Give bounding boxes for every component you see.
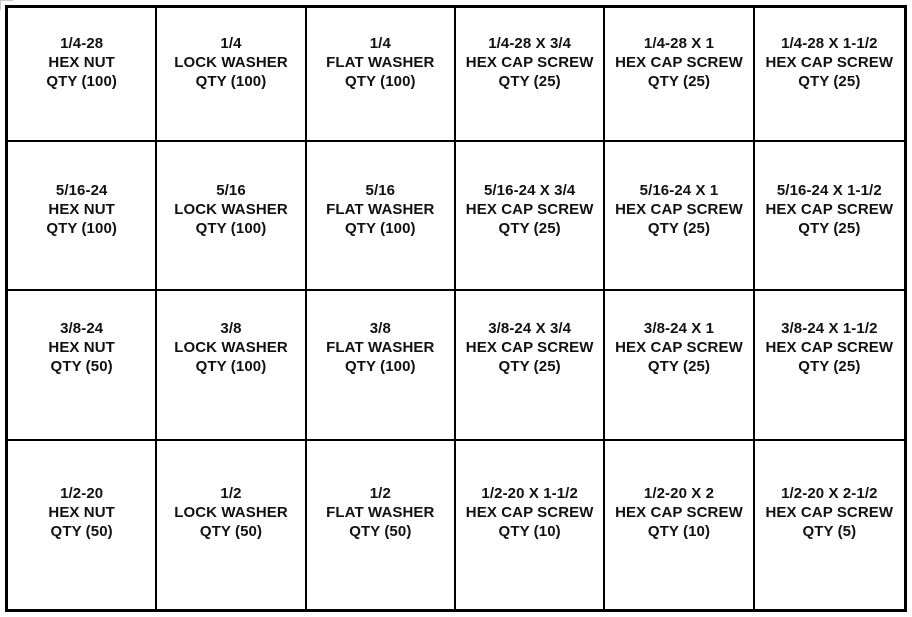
- cell-r1c1: [8, 8, 157, 140]
- item-qty: QTY (100): [344, 358, 416, 375]
- item-qty: QTY (100): [344, 220, 416, 237]
- item-name: LOCK WASHER: [174, 339, 288, 356]
- item-name: LOCK WASHER: [174, 504, 288, 521]
- item-qty: QTY (50): [199, 523, 263, 540]
- item-qty: QTY (100): [195, 73, 267, 90]
- item-qty: QTY (100): [195, 358, 267, 375]
- cell-r3c2: [157, 291, 306, 439]
- cell-r2c3: [307, 142, 456, 289]
- item-name: HEX CAP SCREW: [615, 339, 743, 356]
- table-row: [8, 441, 904, 609]
- item-size: 3/8-24 X 1: [643, 320, 715, 337]
- item-size: 1/2: [369, 485, 391, 502]
- item-qty: QTY (25): [647, 220, 711, 237]
- item-name: HEX CAP SCREW: [465, 504, 594, 521]
- item-name: HEX CAP SCREW: [465, 54, 594, 71]
- cell-r4c3: [307, 441, 456, 609]
- item-name: LOCK WASHER: [174, 54, 288, 71]
- cell-r1c4: [456, 8, 605, 140]
- item-size: 1/4-28 X 1: [643, 35, 715, 52]
- item-name: HEX NUT: [48, 504, 115, 521]
- item-size: 1/4-28 X 3/4: [488, 35, 572, 52]
- item-size: 3/8-24 X 1-1/2: [781, 320, 878, 337]
- item-qty: QTY (25): [798, 358, 861, 375]
- item-name: HEX CAP SCREW: [765, 339, 894, 356]
- item-name: FLAT WASHER: [326, 54, 435, 71]
- item-name: HEX CAP SCREW: [615, 504, 743, 521]
- item-name: HEX CAP SCREW: [765, 504, 894, 521]
- item-qty: QTY (25): [647, 358, 711, 375]
- item-name: FLAT WASHER: [326, 504, 435, 521]
- cell-r3c3: [307, 291, 456, 439]
- item-size: 3/8-24: [60, 320, 104, 337]
- item-qty: QTY (10): [498, 523, 561, 540]
- item-size: 3/8: [220, 320, 242, 337]
- item-size: 1/2-20 X 2-1/2: [781, 485, 878, 502]
- cell-r2c2: [157, 142, 306, 289]
- item-size: 5/16: [216, 182, 246, 199]
- item-size: 1/4: [220, 35, 242, 52]
- item-qty: QTY (25): [798, 220, 861, 237]
- item-qty: QTY (100): [46, 220, 117, 237]
- cell-r3c6: [755, 291, 904, 439]
- cell-r1c3: [307, 8, 456, 140]
- cell-r4c1: [8, 441, 157, 609]
- item-name: HEX CAP SCREW: [765, 201, 894, 218]
- item-name: HEX NUT: [48, 201, 115, 218]
- item-qty: QTY (50): [349, 523, 412, 540]
- cell-r4c6: [755, 441, 904, 609]
- item-size: 3/8-24 X 3/4: [488, 320, 572, 337]
- cell-r1c2: [157, 8, 306, 140]
- item-name: HEX CAP SCREW: [615, 201, 743, 218]
- item-size: 1/2-20 X 1-1/2: [481, 485, 578, 502]
- item-name: HEX CAP SCREW: [615, 54, 743, 71]
- table-row: [8, 142, 904, 291]
- cell-r2c4: [456, 142, 605, 289]
- item-name: HEX CAP SCREW: [765, 54, 894, 71]
- item-qty: QTY (25): [498, 220, 561, 237]
- cell-r4c5: [605, 441, 754, 609]
- item-size: 5/16-24 X 3/4: [483, 182, 576, 199]
- item-qty: QTY (25): [798, 73, 861, 90]
- item-qty: QTY (25): [498, 73, 561, 90]
- item-qty: QTY (50): [50, 523, 113, 540]
- item-qty: QTY (10): [647, 523, 711, 540]
- item-size: 1/2-20: [60, 485, 104, 502]
- item-size: 3/8: [369, 320, 391, 337]
- item-name: HEX CAP SCREW: [465, 339, 594, 356]
- cell-r4c4: [456, 441, 605, 609]
- cell-r2c1: [8, 142, 157, 289]
- table-row: [8, 291, 904, 441]
- cell-r2c5: [605, 142, 754, 289]
- item-qty: QTY (100): [195, 220, 267, 237]
- item-size: 1/4: [369, 35, 391, 52]
- item-qty: QTY (100): [46, 73, 117, 90]
- item-size: 1/4-28 X 1-1/2: [781, 35, 878, 52]
- table-row: [8, 8, 904, 142]
- item-size: 5/16: [365, 182, 396, 199]
- item-name: LOCK WASHER: [174, 201, 288, 218]
- item-name: HEX CAP SCREW: [465, 201, 594, 218]
- cell-r1c5: [605, 8, 754, 140]
- item-qty: QTY (5): [802, 523, 857, 540]
- cell-r2c6: [755, 142, 904, 289]
- item-size: 1/2: [220, 485, 242, 502]
- item-qty: QTY (25): [647, 73, 711, 90]
- item-size: 1/4-28: [60, 35, 104, 52]
- cell-r4c2: [157, 441, 306, 609]
- item-qty: QTY (50): [50, 358, 113, 375]
- item-size: 5/16-24: [55, 182, 108, 199]
- cell-r3c4: [456, 291, 605, 439]
- item-name: HEX NUT: [48, 339, 115, 356]
- item-size: 5/16-24 X 1-1/2: [776, 182, 882, 199]
- item-name: FLAT WASHER: [326, 339, 435, 356]
- parts-assortment-table: [5, 5, 907, 612]
- item-size: 1/2-20 X 2: [643, 485, 715, 502]
- item-qty: QTY (25): [498, 358, 561, 375]
- item-size: 5/16-24 X 1: [639, 182, 719, 199]
- cell-r3c5: [605, 291, 754, 439]
- item-qty: QTY (100): [344, 73, 416, 90]
- cell-r1c6: [755, 8, 904, 140]
- cell-r3c1: [8, 291, 157, 439]
- item-name: HEX NUT: [48, 54, 115, 71]
- item-name: FLAT WASHER: [326, 201, 435, 218]
